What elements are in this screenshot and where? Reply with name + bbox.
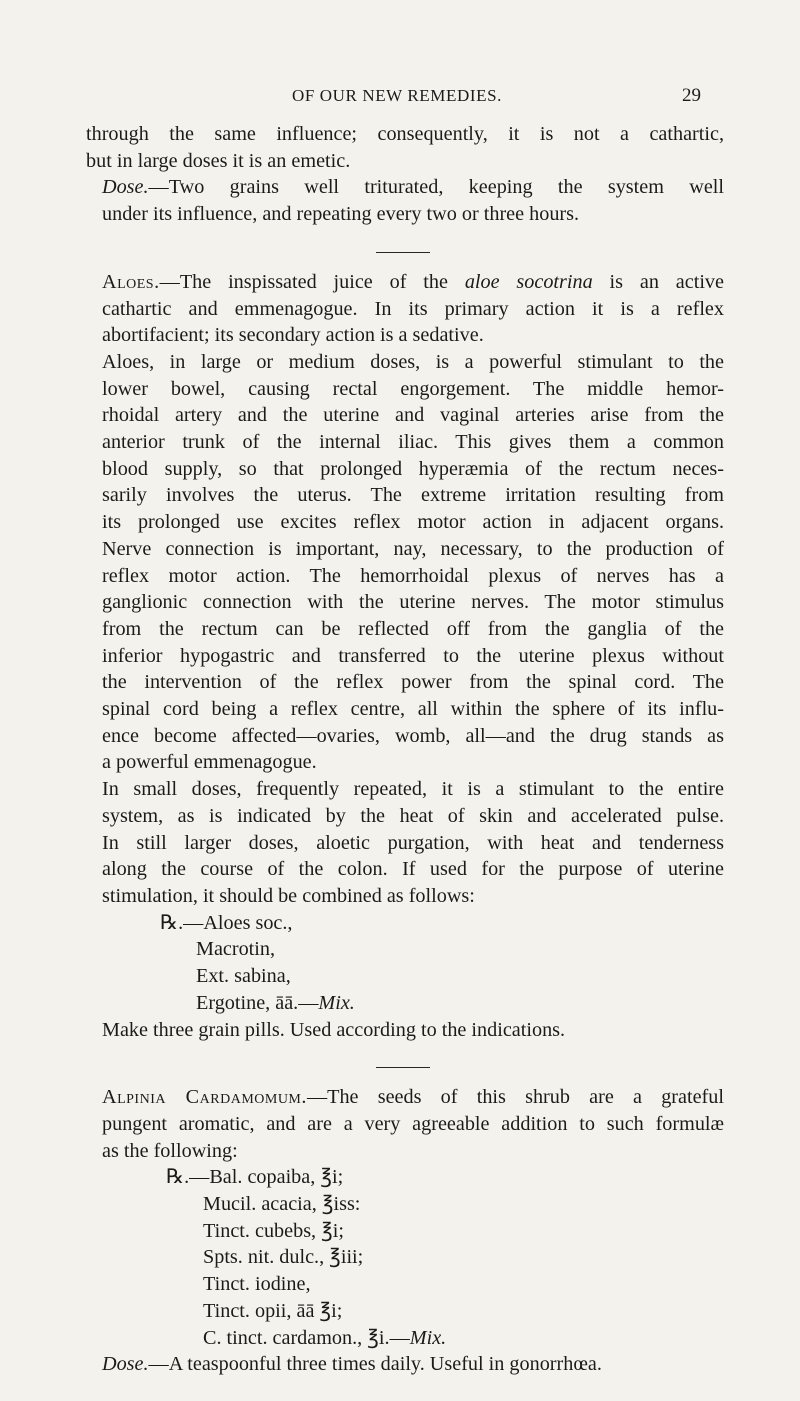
text-line: inferior hypogastric and transferred to the uterine plexus without	[102, 644, 724, 667]
text-line: abortifacient; its secondary action is a sedative.	[102, 324, 484, 347]
recipe-mix: Mix.	[318, 991, 355, 1014]
text-line: system, as is indicated by the heat of skin and accelerated pulse.	[102, 804, 724, 827]
text-line: ence become affected—ovaries, womb, all—and the drug stands as	[102, 724, 724, 747]
text-line: —Two grains well triturated, keeping the system well	[148, 176, 724, 199]
page-header	[0, 86, 800, 110]
text-line: along the course of the colon. If used for the purpose of uterine	[102, 858, 724, 881]
alpinia-dose: Dose.—A teaspoonful three times daily. Useful in gonorrhœa.	[102, 1353, 602, 1376]
aloes-heading: Aloes.	[102, 270, 160, 293]
dose-label: Dose.	[102, 176, 149, 199]
text-line: Aloes, in large or medium doses, is a powerful stimulant to the	[102, 350, 724, 373]
recipe-line: Tinct. iodine,	[203, 1273, 311, 1296]
text-line: sarily involves the uterus. The extreme irritation resulting from	[102, 484, 724, 507]
text-line: its prolonged use excites reflex motor action in adjacent organs.	[102, 511, 724, 534]
text-line: anterior trunk of the internal iliac. This gives them a common	[102, 431, 724, 454]
text-line: but in large doses it is an emetic.	[86, 149, 351, 172]
alpinia-heading: Alpinia Cardamomum.	[102, 1086, 307, 1109]
aloes-paragraph-1: Aloes.—The inspissated juice of the aloe socotrina is an active cathartic and emmenagogue. In its primary action it is a reflex abortifacient; its secondary action is a sedative.	[86, 269, 724, 349]
text-line: stimulation, it should be combined as follows:	[102, 884, 475, 907]
page-number: 29	[682, 85, 701, 106]
recipe-line: Ext. sabina,	[196, 965, 291, 988]
recipe-line: Macrotin,	[196, 938, 276, 961]
aloes-paragraph-3	[86, 776, 724, 910]
aloes-closing: Make three grain pills. Used according to the indications.	[102, 1018, 566, 1041]
recipe-line: ℞.—Aloes soc.,	[160, 911, 293, 934]
recipe-line: ℞.—Bal. copaiba, ℥i;	[166, 1166, 344, 1189]
text-line: Nerve connection is important, nay, necessary, to the production of	[102, 537, 724, 560]
alpinia-prescription	[86, 1164, 724, 1351]
intro-paragraph	[86, 121, 724, 174]
running-head: OF OUR NEW REMEDIES.	[292, 86, 503, 105]
text-line: from the rectum can be reflected off from the ganglia of the	[102, 617, 724, 640]
text-line: In still larger doses, aloetic purgation, with heat and tenderness	[102, 831, 724, 854]
recipe-line: Tinct. opii, āā ℥i;	[203, 1299, 343, 1322]
text-line: a powerful emmenagogue.	[102, 751, 317, 774]
text-line: blood supply, so that prolonged hyperæmia of the rectum neces-	[102, 457, 724, 480]
text-line: reflex motor action. The hemorrhoidal plexus of nerves has a	[102, 564, 724, 587]
recipe-mix: Mix.	[409, 1326, 447, 1349]
text-line: the intervention of the reflex power from the spinal cord. The	[102, 671, 724, 694]
text-line: through the same influence; consequently, it is not a cathartic,	[86, 123, 724, 145]
text-line: as the following:	[102, 1139, 238, 1162]
recipe-line: C. tinct. cardamon., ℥i.—	[203, 1326, 410, 1349]
intro-dose-paragraph	[86, 174, 724, 227]
aloes-paragraph-2	[86, 349, 724, 776]
text-line: rhoidal artery and the uterine and vaginal arteries arise from the	[102, 404, 724, 427]
text-line: cathartic and emmenagogue. In its primary action it is a reflex	[102, 297, 724, 320]
dose-label: Dose.	[102, 1353, 149, 1376]
text-line: pungent aromatic, and are a very agreeable addition to such formulæ	[102, 1112, 724, 1135]
alpinia-paragraph: Alpinia Cardamomum.—The seeds of this shrub are a grateful pungent aromatic, and are a very agreeable addition to such formulæ as the following:	[86, 1084, 724, 1164]
text-line: ganglionic connection with the uterine nerves. The motor stimulus	[102, 591, 724, 614]
text-line: spinal cord being a reflex centre, all within the sphere of its influ-	[102, 698, 724, 721]
text-line: under its influence, and repeating every two or three hours.	[102, 203, 580, 226]
recipe-line: Ergotine, āā.—	[196, 991, 319, 1014]
text-line: lower bowel, causing rectal engorgement. The middle hemor-	[102, 377, 724, 400]
aloes-prescription	[86, 910, 724, 1017]
recipe-line: Tinct. cubebs, ℥i;	[203, 1219, 345, 1242]
text-line: In small doses, frequently repeated, it is a stimulant to the entire	[102, 778, 724, 801]
species-name: aloe socotrina	[464, 270, 593, 293]
page-body	[86, 121, 724, 1378]
recipe-line: Mucil. acacia, ℥iss:	[203, 1193, 361, 1216]
recipe-line: Spts. nit. dulc., ℥iii;	[203, 1246, 364, 1269]
